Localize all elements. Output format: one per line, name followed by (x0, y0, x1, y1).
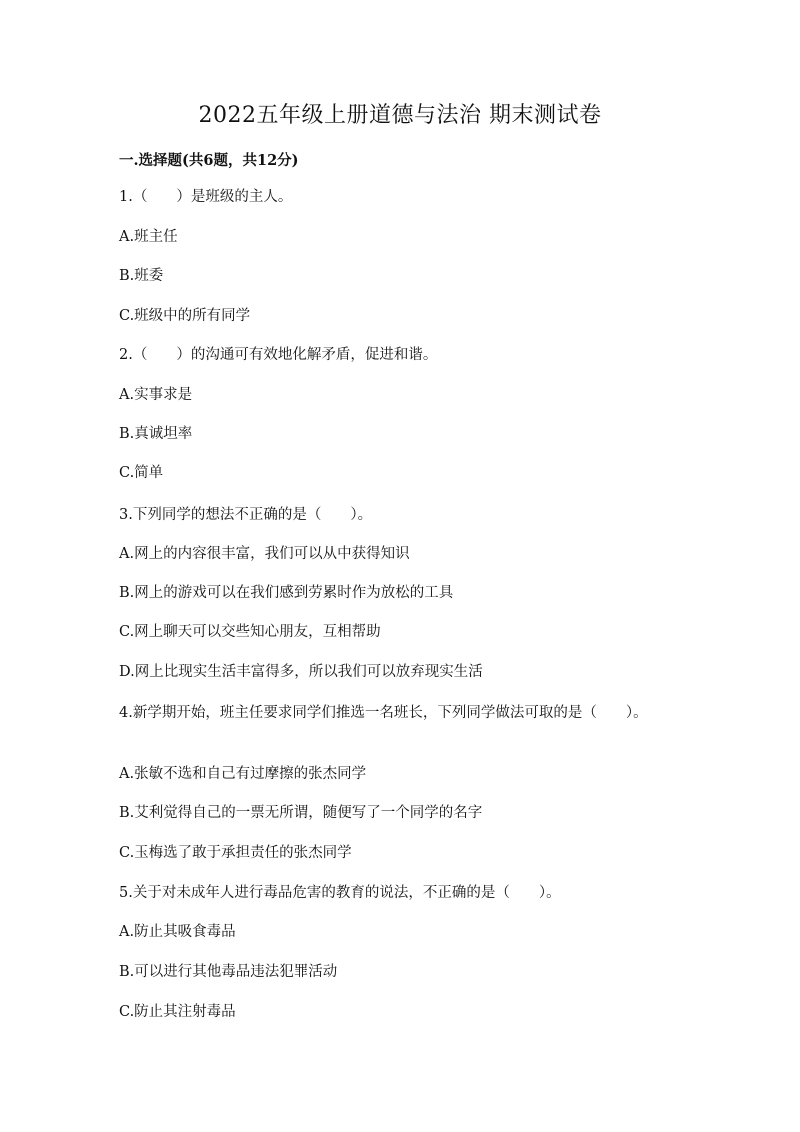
question-2-option-a: A.实事求是 (119, 387, 193, 403)
question-5-option-c: C.防止其注射毒品 (119, 1004, 236, 1020)
question-3-option-d: D.网上比现实生活丰富得多，所以我们可以放弃现实生活 (119, 664, 483, 680)
question-3-option-c: C.网上聊天可以交些知心朋友，互相帮助 (119, 624, 381, 640)
question-2-option-b: B.真诚坦率 (119, 426, 193, 442)
section-heading: 一.选择题(共6题，共12分) (119, 152, 299, 169)
question-5-option-b: B.可以进行其他毒品违法犯罪活动 (119, 964, 338, 980)
question-4-option-a: A.张敏不选和自己有过摩擦的张杰同学 (119, 766, 367, 782)
page-title: 2022五年级上册道德与法治 期末测试卷 (198, 103, 602, 128)
question-5-option-a: A.防止其吸食毒品 (119, 924, 236, 940)
question-4-option-b: B.艾利觉得自己的一票无所谓，随便写了一个同学的名字 (119, 805, 483, 821)
question-3-option-b: B.网上的游戏可以在我们感到劳累时作为放松的工具 (119, 585, 454, 601)
question-1-option-a: A.班主任 (119, 229, 178, 245)
question-1-option-c: C.班级中的所有同学 (119, 308, 251, 324)
question-1-option-b: B.班委 (119, 268, 164, 284)
question-4-option-c: C.玉梅选了敢于承担责任的张杰同学 (119, 845, 352, 861)
question-2-option-c: C.简单 (119, 465, 164, 481)
question-4-stem: 4.新学期开始，班主任要求同学们推选一名班长，下列同学做法可取的是（ ）。 (119, 705, 648, 721)
question-3-stem: 3.下列同学的想法不正确的是（ ）。 (119, 507, 373, 523)
question-2-stem: 2.（ ）的沟通可有效地化解矛盾，促进和谐。 (119, 347, 438, 363)
question-3-option-a: A.网上的内容很丰富，我们可以从中获得知识 (119, 546, 410, 562)
question-1-stem: 1.（ ）是班级的主人。 (119, 189, 293, 205)
question-5-stem: 5.关于对未成年人进行毒品危害的教育的说法，不正确的是（ ）。 (119, 885, 561, 901)
